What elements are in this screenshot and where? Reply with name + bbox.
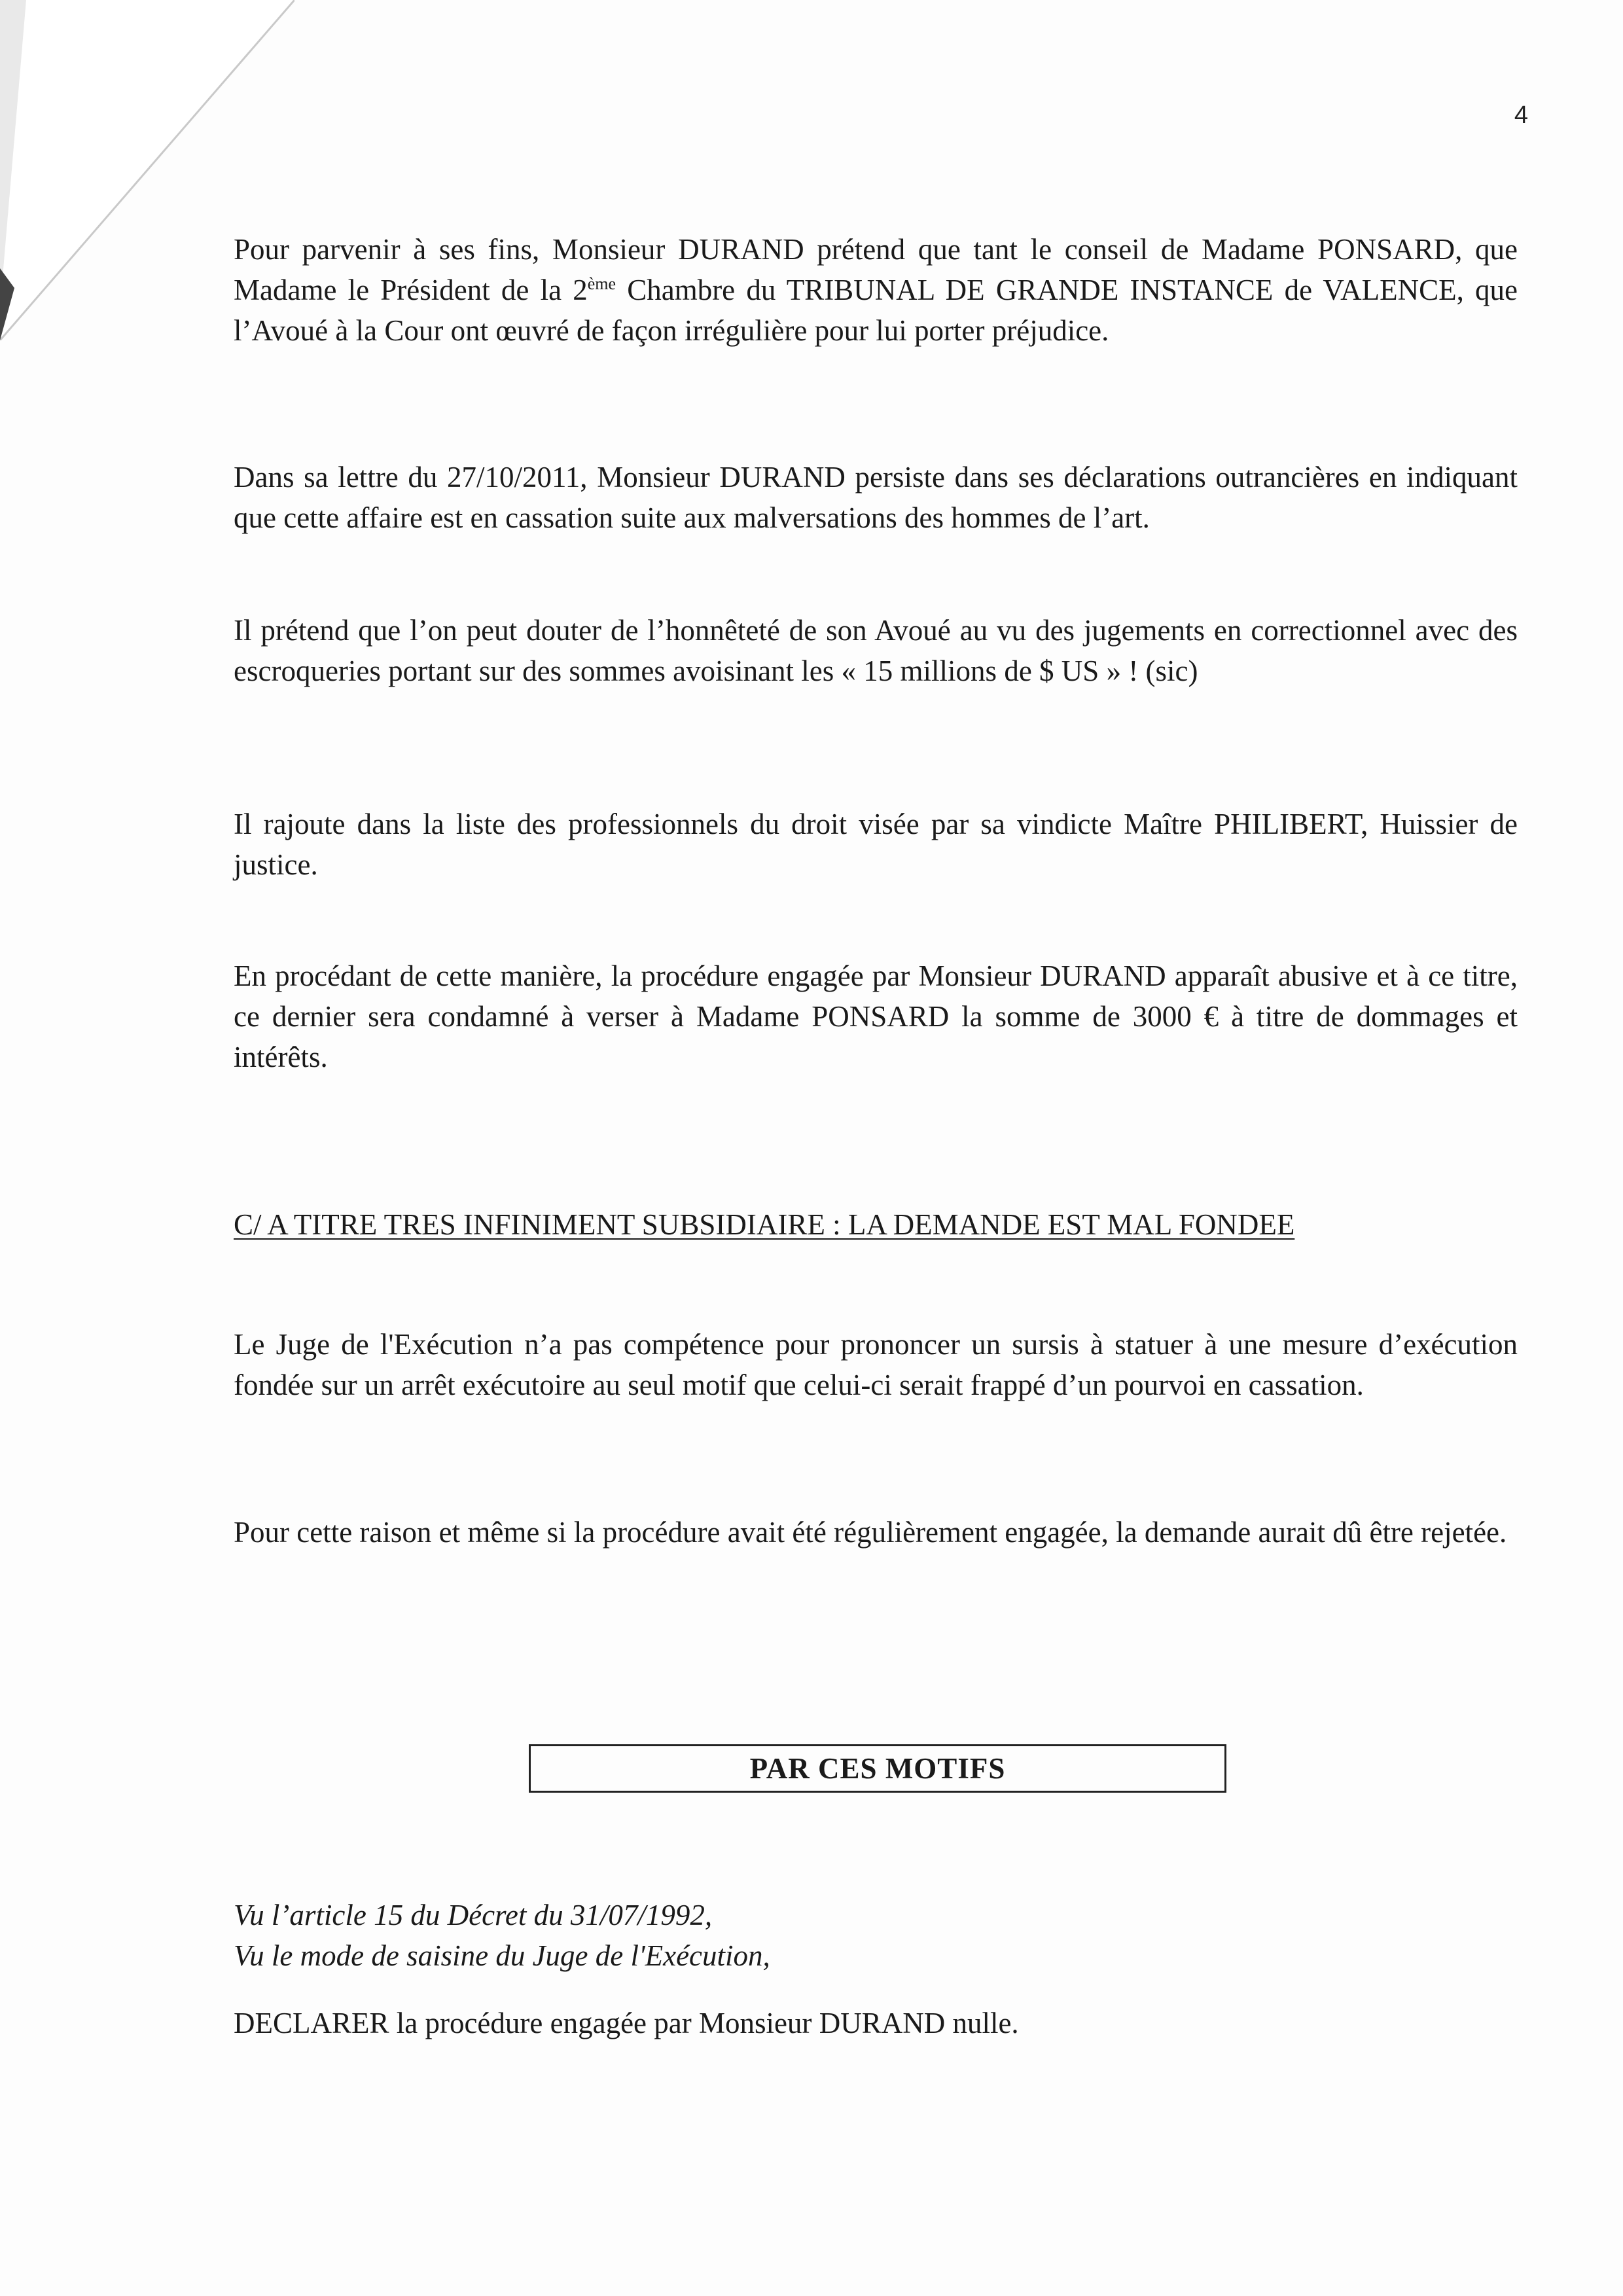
paragraph-7: Pour cette raison et même si la procédure avait été régulièrement engagée, la demande aurait dû être rejetée. xyxy=(234,1516,1507,1549)
paragraph-1: Pour parvenir à ses fins, Monsieur DURAND prétend que tant le conseil de Madame PONSARD, que Madame le Président de la 2ème Chambre du TRIBUNAL DE GRANDE INSTANCE de VALENCE, que l’Avoué à la Cour ont œuvré de façon irrégulière pour lui porter préjudice. xyxy=(234,233,1518,347)
paragraph-6: Le Juge de l'Exécution n’a pas compétence pour prononcer un sursis à statuer à une mesure d’exécution fondée sur un arrêt exécutoire au seul motif que celui-ci serait frappé d’un pourvoi en cassation. xyxy=(234,1328,1518,1401)
paragraph-5: En procédant de cette manière, la procédure engagée par Monsieur DURAND apparaît abusive et à ce titre, ce dernier sera condamné à verser à Madame PONSARD la somme de 3000 € à titre de dommages et intérêts. xyxy=(234,960,1518,1073)
paragraph-2: Dans sa lettre du 27/10/2011, Monsieur DURAND persiste dans ses déclarations outrancières en indiquant que cette affaire est en cassation suite aux malversations des hommes de l’art. xyxy=(234,461,1518,534)
vu-article-line: Vu l’article 15 du Décret du 31/07/1992, xyxy=(234,1899,713,1931)
vu-mode-saisine-line: Vu le mode de saisine du Juge de l'Exécution, xyxy=(234,1939,770,1972)
section-heading-c: C/ A TITRE TRES INFINIMENT SUBSIDIAIRE : LA DEMANDE EST MAL FONDEE xyxy=(234,1208,1295,1241)
page-number: 4 xyxy=(1514,101,1528,129)
paragraph-4: Il rajoute dans la liste des professionnels du droit visée par sa vindicte Maître PHILIBERT, Huissier de justice. xyxy=(234,808,1518,881)
par-ces-motifs-box: PAR CES MOTIFS xyxy=(529,1744,1226,1793)
declarer-line: DECLARER la procédure engagée par Monsieur DURAND nulle. xyxy=(234,2007,1019,2039)
superscript-eme: ème xyxy=(587,274,616,293)
paragraph-3: Il prétend que l’on peut douter de l’honnêteté de son Avoué au vu des jugements en correctionnel avec des escroqueries portant sur des sommes avoisinant les « 15 millions de $ US » ! (sic) xyxy=(234,614,1518,687)
